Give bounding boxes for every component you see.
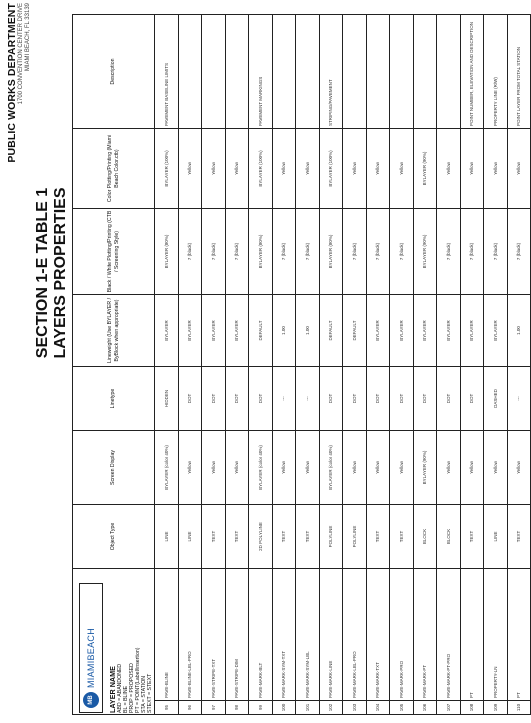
section-title: [34, 93, 70, 453]
department-title: PUBLIC WORKS DEPARTMENT: [6, 3, 18, 163]
linetype-cell: ---: [296, 367, 320, 431]
screen-display-cell: BYLAYER (color 40%): [319, 431, 343, 505]
layer-name-cell: PAVE-MARK-PT: [413, 569, 437, 701]
bw-plotting-cell: BYLAYER (80%): [319, 209, 343, 295]
description-cell: [272, 15, 296, 129]
color-plotting-cell: Yellow: [296, 129, 320, 209]
lineweight-cell: BYLAYER: [202, 295, 226, 367]
layer-name-cell: PAVE-STRIPE-TXT: [202, 569, 226, 701]
lineweight-cell: DEFAULT: [319, 295, 343, 367]
bw-plotting-cell: 7 (black): [225, 209, 249, 295]
lineweight-cell: BYLAYER: [178, 295, 202, 367]
row-number-cell: 100: [272, 701, 296, 715]
layer-name-cell: PAVE-MARK-PRO: [390, 569, 414, 701]
layers-table: [72, 14, 531, 715]
row-number-cell: 96: [178, 701, 202, 715]
description-cell: PAVEMENT MARKINGS: [249, 15, 273, 129]
linetype-cell: HIDDEN: [155, 367, 179, 431]
description-cell: PROPERTY LINE (R/W): [484, 15, 508, 129]
description-cell: [296, 15, 320, 129]
table-row: [390, 15, 414, 715]
row-number-cell: 104: [366, 701, 390, 715]
col-color-plotting: Color Plotting/Printing (Miami Beach Color.ctb): [73, 129, 155, 209]
bw-plotting-cell: 7 (black): [484, 209, 508, 295]
layer-name-cell: PAVE-MARK-TXT: [366, 569, 390, 701]
row-number-cell: 105: [390, 701, 414, 715]
screen-display-cell: Yellow: [225, 431, 249, 505]
object-type-cell: LINE: [484, 505, 508, 569]
linetype-cell: ---: [507, 367, 531, 431]
screen-display-cell: BYLAYER (color 40%): [249, 431, 273, 505]
table-row: [460, 15, 484, 715]
object-type-cell: POLYLINE: [343, 505, 367, 569]
layer-name-header: [73, 569, 155, 715]
lineweight-cell: BYLAYER: [366, 295, 390, 367]
table-row: [319, 15, 343, 715]
col-linetype: Linetype: [73, 367, 155, 431]
department-header: [6, 3, 32, 163]
legend-abd: ABD = ABANDONED: [117, 663, 123, 713]
table-row: [507, 15, 531, 715]
description-cell: POINT NUMBER, ELEVATION AND DESCRIPTION: [460, 15, 484, 129]
section-title-line1: SECTION 1-E TABLE 1: [34, 187, 51, 359]
col-object-type: Object Type: [73, 505, 155, 569]
bw-plotting-cell: 7 (black): [460, 209, 484, 295]
lineweight-cell: BYLAYER: [437, 295, 461, 367]
screen-display-cell: Yellow: [272, 431, 296, 505]
object-type-cell: TEXT: [296, 505, 320, 569]
layer-name-cell: PAVE-MARK-SYM-LBL: [296, 569, 320, 701]
legend-sta: STA = STATION: [141, 675, 147, 713]
color-plotting-cell: Yellow: [178, 129, 202, 209]
color-plotting-cell: Yellow: [343, 129, 367, 209]
linetype-cell: DOT: [437, 367, 461, 431]
table-row: [366, 15, 390, 715]
layer-name-cell: PAVE-MARK-LBL-PRO: [343, 569, 367, 701]
object-type-cell: TEXT: [272, 505, 296, 569]
screen-display-cell: Yellow: [343, 431, 367, 505]
legend-pt: PT = POINT(Label/insertion): [135, 647, 141, 713]
lineweight-cell: DEFAULT: [343, 295, 367, 367]
legend-bl: BL = BLINE: [123, 685, 129, 713]
color-plotting-cell: Yellow: [484, 129, 508, 209]
layer-name-cell: PAVE-STRIPE-DIM: [225, 569, 249, 701]
description-cell: [343, 15, 367, 129]
linetype-cell: DOT: [413, 367, 437, 431]
object-type-cell: TEXT: [507, 505, 531, 569]
table-row: [249, 15, 273, 715]
lineweight-cell: BYLAYER: [155, 295, 179, 367]
screen-display-cell: Yellow: [296, 431, 320, 505]
row-number-cell: 101: [296, 701, 320, 715]
row-number-cell: 107: [437, 701, 461, 715]
table-header-row: [73, 15, 155, 715]
layer-name-cell: PAVE-MARK-PT-PRO: [437, 569, 461, 701]
lineweight-cell: 1.00: [272, 295, 296, 367]
lineweight-cell: BYLAYER: [390, 295, 414, 367]
layer-name-cell: PT: [507, 569, 531, 701]
bw-plotting-cell: 7 (black): [366, 209, 390, 295]
lineweight-cell: DEFAULT: [249, 295, 273, 367]
description-cell: [178, 15, 202, 129]
bw-plotting-cell: 7 (black): [437, 209, 461, 295]
table-row: [296, 15, 320, 715]
screen-display-cell: Yellow: [202, 431, 226, 505]
linetype-cell: DOT: [225, 367, 249, 431]
logo-text: MIAMIBEACH: [85, 627, 96, 688]
screen-display-cell: Yellow: [460, 431, 484, 505]
linetype-cell: DOT: [390, 367, 414, 431]
screen-display-cell: Yellow: [178, 431, 202, 505]
description-cell: [225, 15, 249, 129]
linetype-cell: DOT: [178, 367, 202, 431]
lineweight-cell: BYLAYER: [460, 295, 484, 367]
bw-plotting-cell: 7 (black): [343, 209, 367, 295]
screen-display-cell: BYLAYER (90%): [413, 431, 437, 505]
row-number-cell: 110: [507, 701, 531, 715]
layer-name-cell: PAVE-MARK-SYM-TXT: [272, 569, 296, 701]
color-plotting-cell: Yellow: [437, 129, 461, 209]
description-cell: STRIPING/PAVEMENT: [319, 15, 343, 129]
object-type-cell: 2D POLYLINE: [249, 505, 273, 569]
layer-name-cell: PAVE-BLINE: [155, 569, 179, 701]
description-cell: [413, 15, 437, 129]
color-plotting-cell: Yellow: [460, 129, 484, 209]
col-lineweight: Lineweight (Use BYLAYER / ByBlock when appropriate): [73, 295, 155, 367]
table-row: [437, 15, 461, 715]
legend-prop: PROP = PROPOSED: [129, 663, 135, 713]
bw-plotting-cell: BYLAYER (80%): [249, 209, 273, 295]
col-bw-plotting: Black / White Plotting/Printing (CTB / Screening Style): [73, 209, 155, 295]
linetype-cell: DOT: [366, 367, 390, 431]
color-plotting-cell: BYLAYER (90%): [413, 129, 437, 209]
color-plotting-cell: BYLAYER (100%): [319, 129, 343, 209]
layer-name-cell: PAVE-MARK-BLT: [249, 569, 273, 701]
table-row: [484, 15, 508, 715]
layer-name-cell: PROPERTY-LN: [484, 569, 508, 701]
lineweight-cell: BYLAYER: [225, 295, 249, 367]
table-row: [413, 15, 437, 715]
layer-name-title: LAYER NAME: [108, 666, 117, 713]
screen-display-cell: Yellow: [366, 431, 390, 505]
lineweight-cell: 1.00: [507, 295, 531, 367]
linetype-cell: DASHED: [484, 367, 508, 431]
row-number-cell: 99: [249, 701, 273, 715]
row-number-cell: 103: [343, 701, 367, 715]
table-row: [225, 15, 249, 715]
linetype-cell: DOT: [460, 367, 484, 431]
bw-plotting-cell: BYLAYER (80%): [155, 209, 179, 295]
table-row: [178, 15, 202, 715]
bw-plotting-cell: 7 (black): [178, 209, 202, 295]
bw-plotting-cell: 7 (black): [507, 209, 531, 295]
object-type-cell: BLOCK: [437, 505, 461, 569]
description-cell: [366, 15, 390, 129]
color-plotting-cell: Yellow: [272, 129, 296, 209]
row-number-cell: 106: [413, 701, 437, 715]
bw-plotting-cell: BYLAYER (90%): [413, 209, 437, 295]
row-number-cell: 95: [155, 701, 179, 715]
color-plotting-cell: BYLAYER (100%): [249, 129, 273, 209]
object-type-cell: TEXT: [390, 505, 414, 569]
linetype-cell: ---: [272, 367, 296, 431]
color-plotting-cell: Yellow: [366, 129, 390, 209]
linetype-cell: DOT: [202, 367, 226, 431]
screen-display-cell: BYLAYER (color 40%): [155, 431, 179, 505]
layer-name-cell: PAVE-BLINE-LBL-PRO: [178, 569, 202, 701]
object-type-cell: TEXT: [202, 505, 226, 569]
color-plotting-cell: Yellow: [225, 129, 249, 209]
object-type-cell: POLYLINE: [319, 505, 343, 569]
table-row: [155, 15, 179, 715]
description-cell: [390, 15, 414, 129]
object-type-cell: BLOCK: [413, 505, 437, 569]
screen-display-cell: Yellow: [484, 431, 508, 505]
screen-display-cell: Yellow: [390, 431, 414, 505]
table-row: [343, 15, 367, 715]
city-logo: [79, 583, 103, 713]
row-number-cell: 102: [319, 701, 343, 715]
row-number-cell: 109: [484, 701, 508, 715]
layer-name-cell: PT: [460, 569, 484, 701]
col-screen-display: Screen Display: [73, 431, 155, 505]
table-body: [155, 15, 531, 715]
linetype-cell: DOT: [249, 367, 273, 431]
table-row: [272, 15, 296, 715]
layer-name-cell: PAVE-MARK-LINE: [319, 569, 343, 701]
department-address: 1700 CONVENTION CENTER DRIVE: [18, 3, 24, 105]
object-type-cell: TEXT: [460, 505, 484, 569]
description-cell: PAVEMENT BASELINE LIMITS: [155, 15, 179, 129]
city-seal-icon: MB: [83, 692, 99, 708]
bw-plotting-cell: 7 (black): [272, 209, 296, 295]
color-plotting-cell: Yellow: [202, 129, 226, 209]
department-city: MIAMI BEACH, FL 33139: [25, 3, 31, 72]
lineweight-cell: 1.00: [296, 295, 320, 367]
table-row: [202, 15, 226, 715]
bw-plotting-cell: 7 (black): [296, 209, 320, 295]
color-plotting-cell: BYLAYER (100%): [155, 129, 179, 209]
object-type-cell: LINE: [178, 505, 202, 569]
row-number-cell: 108: [460, 701, 484, 715]
description-cell: [202, 15, 226, 129]
legend-stext: STEXT = STEXT: [147, 673, 153, 713]
object-type-cell: LINE: [155, 505, 179, 569]
row-number-cell: 98: [225, 701, 249, 715]
bw-plotting-cell: 7 (black): [202, 209, 226, 295]
section-title-line2: LAYERS PROPERTIES: [52, 187, 69, 359]
description-cell: POINT LAYER FROM TOTAL STATION: [507, 15, 531, 129]
row-number-cell: 97: [202, 701, 226, 715]
color-plotting-cell: Yellow: [390, 129, 414, 209]
screen-display-cell: Yellow: [437, 431, 461, 505]
linetype-cell: DOT: [343, 367, 367, 431]
object-type-cell: TEXT: [366, 505, 390, 569]
lineweight-cell: BYLAYER: [413, 295, 437, 367]
bw-plotting-cell: 7 (black): [390, 209, 414, 295]
screen-display-cell: Yellow: [507, 431, 531, 505]
color-plotting-cell: Yellow: [507, 129, 531, 209]
description-cell: [437, 15, 461, 129]
linetype-cell: DOT: [319, 367, 343, 431]
object-type-cell: TEXT: [225, 505, 249, 569]
lineweight-cell: BYLAYER: [484, 295, 508, 367]
col-description: Description: [73, 15, 155, 129]
